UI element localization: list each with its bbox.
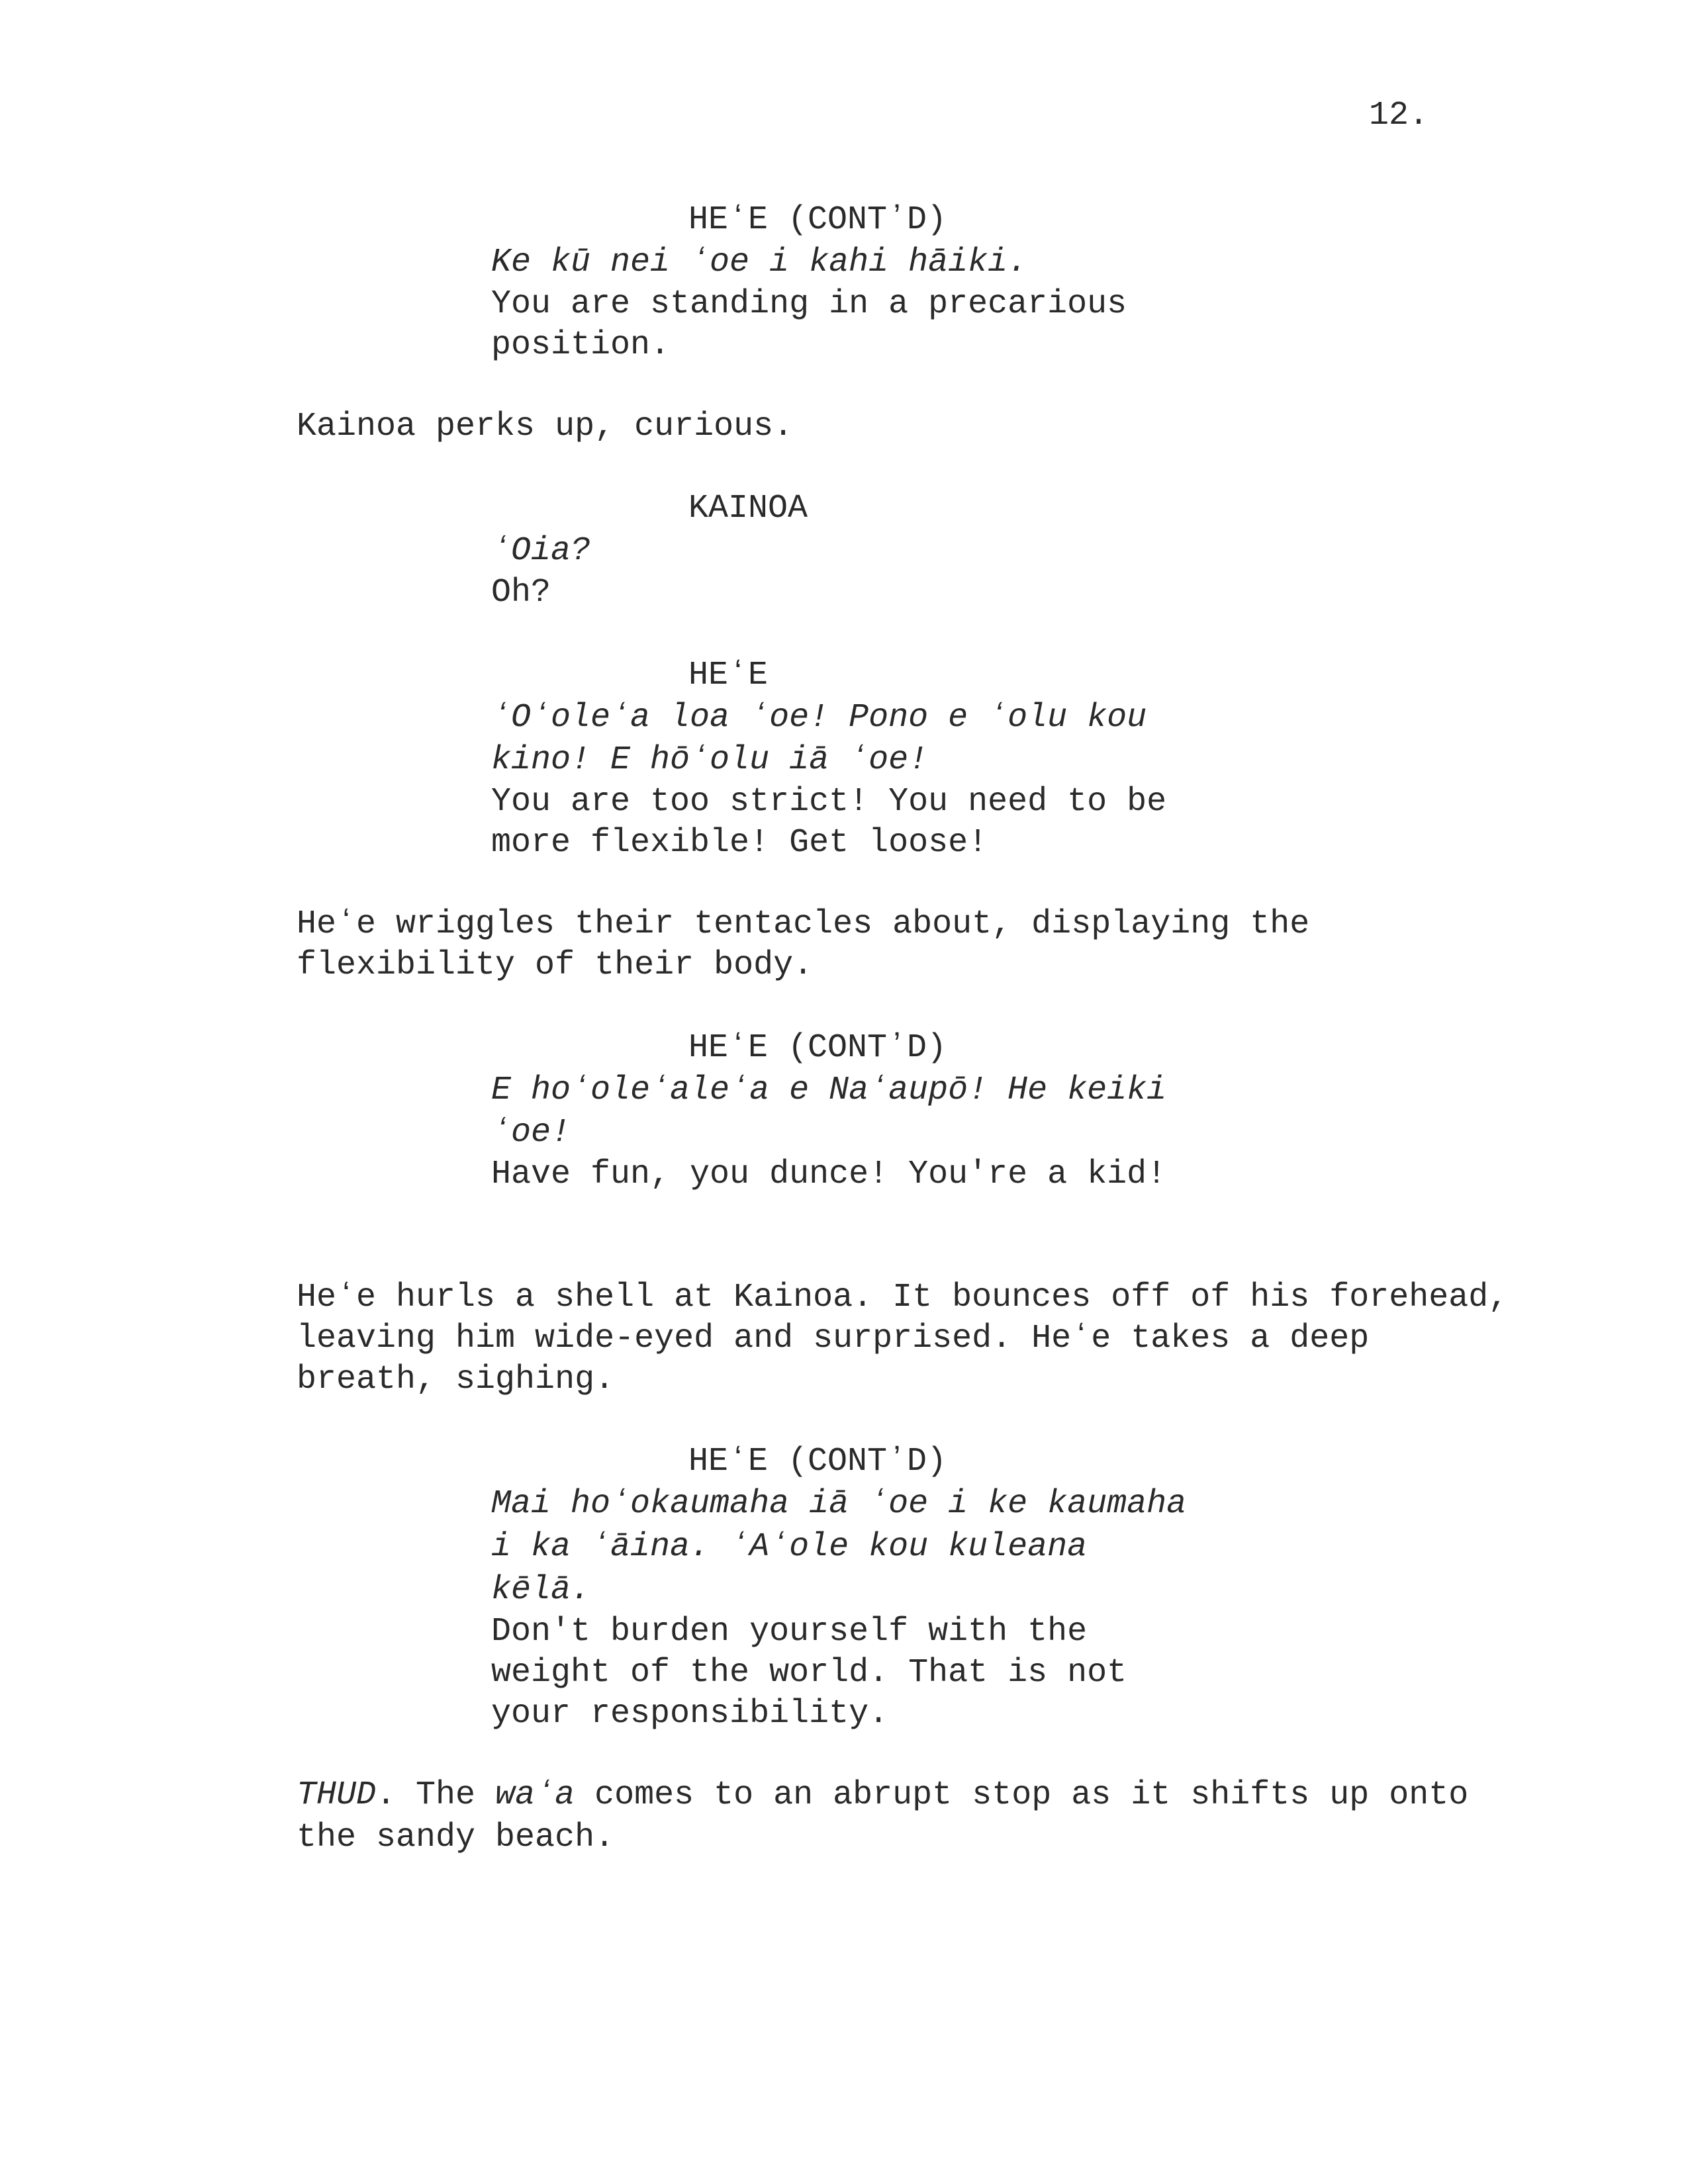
dialogue-hawaiian: kino! E hōʻolu iā ʻoe!: [491, 741, 929, 779]
sound-effect: THUD: [297, 1776, 377, 1814]
dialogue-english: You are standing in a precarious: [491, 285, 1127, 323]
character-name: HEʻE (CONTʼD): [688, 1029, 947, 1067]
dialogue-hawaiian: ʻoe!: [491, 1114, 571, 1152]
dialogue-english: Don't burden yourself with the: [491, 1613, 1088, 1651]
dialogue-hawaiian: Ke kū nei ʻoe i kahi hāiki.: [491, 244, 1028, 281]
action-line: breath, sighing.: [297, 1361, 615, 1398]
page-number: 12.: [1369, 97, 1429, 134]
action-line: flexibility of their body.: [297, 946, 814, 984]
dialogue-english: more flexible! Get loose!: [491, 824, 988, 862]
character-name: HEʻE: [688, 657, 769, 694]
dialogue-hawaiian: ʻOia?: [491, 532, 591, 570]
action-line: Kainoa perks up, curious.: [297, 408, 794, 445]
action-text: comes to an abrupt stop as it shifts up onto: [575, 1776, 1469, 1814]
dialogue-hawaiian: ʻOʻoleʻa loa ʻoe! Pono e ʻolu kou: [491, 699, 1147, 737]
action-line: Heʻe hurls a shell at Kainoa. It bounces off of his forehead,: [297, 1279, 1509, 1316]
dialogue-english: You are too strict! You need to be: [491, 783, 1167, 821]
dialogue-hawaiian: Mai hoʻokaumaha iā ʻoe i ke kaumaha: [491, 1485, 1187, 1523]
action-line: the sandy beach.: [297, 1819, 615, 1856]
action-line: leaving him wide-eyed and surprised. Heʻe takes a deep: [297, 1320, 1370, 1357]
dialogue-english: your responsibility.: [491, 1695, 889, 1733]
action-line: Heʻe wriggles their tentacles about, displaying the: [297, 905, 1310, 943]
dialogue-hawaiian: i ka ʻāina. ʻAʻole kou kuleana: [491, 1528, 1088, 1566]
dialogue-hawaiian: kēlā.: [491, 1571, 591, 1609]
character-name: KAINOA: [688, 490, 808, 527]
action-line: [297, 1776, 1469, 1814]
action-text: . The: [376, 1776, 496, 1814]
dialogue-english: Have fun, you dunce! You're a kid!: [491, 1156, 1167, 1193]
character-name: HEʻE (CONTʼD): [688, 201, 947, 239]
dialogue-english: weight of the world. That is not: [491, 1654, 1127, 1692]
dialogue-english: position.: [491, 326, 671, 364]
hawaiian-word: waʻa: [495, 1776, 575, 1814]
character-name: HEʻE (CONTʼD): [688, 1443, 947, 1480]
dialogue-english: Oh?: [491, 574, 551, 612]
dialogue-hawaiian: E hoʻoleʻaleʻa e Naʻaupō! He keiki: [491, 1071, 1167, 1109]
